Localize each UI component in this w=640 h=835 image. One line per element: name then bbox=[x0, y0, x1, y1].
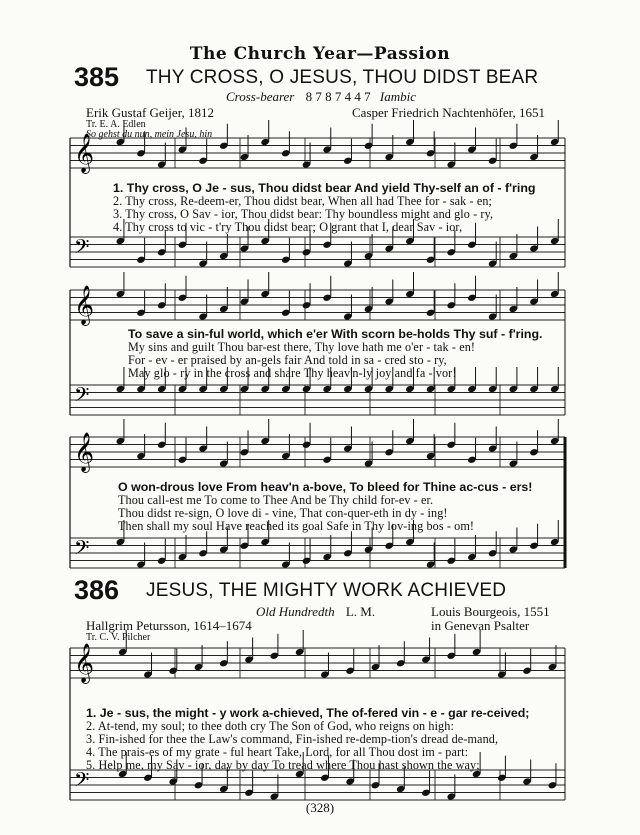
hymn-386-v4: 4. The prais-es of my grate - ful heart Take, Lord, for all Thou dost im - part: bbox=[86, 745, 469, 759]
hymn-385-title: THY CROSS, O JESUS, THOU DIDST BEAR bbox=[146, 67, 539, 88]
hymn-385-s1-v2: 2. Thy cross, Re-deem-er, Thou didst bear, When all had Thee for - sak - en; bbox=[113, 194, 493, 208]
hymn-386-title: JESUS, THE MIGHTY WORK ACHIEVED bbox=[146, 580, 507, 601]
hymn-386-system-1-bass-clef: 𝄢 bbox=[74, 768, 90, 796]
hymn-385-s2-v4: May glo - ry in the cross and share Thy heav'n-ly joy and fa - vor! bbox=[128, 366, 457, 380]
page-number: (328) bbox=[305, 800, 335, 815]
hymn-385-system-2-bass-clef: 𝄢 bbox=[74, 383, 90, 411]
hymn-385-s3-v2: Thou call-est me To come to Thee And be Thy child for-ev - er. bbox=[118, 493, 434, 507]
hymn-385-s2-v3: For - ev - er praised by an-gels fair And told in sa - cred sto - ry, bbox=[128, 353, 447, 367]
hymn-386-number: 386 bbox=[74, 575, 120, 605]
hymn-385-s1-v4: 4. Thy cross to vic - t'ry Thou didst bear; O grant that I, dear Sav - ior, bbox=[113, 220, 463, 234]
hymn-386-v2: 2. At-tend, my soul; to thee doth cry The Son of God, who reigns on high: bbox=[86, 719, 454, 733]
hymn-385-meter: 8 7 8 7 4 4 7 bbox=[305, 89, 371, 104]
hymn-385-s2-v2: My sins and guilt Thou bar-est there, Thy love hath me o'er - tak - en! bbox=[128, 340, 476, 354]
hymn-385-s1-v3: 3. Thy cross, O Sav - ior, Thou didst bear: Thy boundless might and glo - ry, bbox=[113, 207, 494, 221]
hymn-385-composer: Casper Friedrich Nachtenhöfer, 1651 bbox=[352, 105, 545, 120]
hymn-385-s3-v3: Thou didst re-sign, O love di - vine, That con-quer-eth in dy - ing! bbox=[118, 506, 448, 520]
hymn-385-original-line: So gehst du nun, mein Jesu, hin bbox=[86, 129, 213, 140]
hymn-385-system-2-treble-clef: 𝄞 bbox=[74, 285, 95, 325]
hymn-386-source: in Genevan Psalter bbox=[431, 618, 530, 633]
hymn-385-system-3-bass-clef: 𝄢 bbox=[74, 536, 90, 564]
hymn-385-system-1-bass-clef: 𝄢 bbox=[74, 235, 90, 263]
hymn-385-s3-v4: Then shall my soul Have reached its goal Safe in Thy lov-ing bos - om! bbox=[118, 519, 475, 533]
hymn-386-system-1-treble-clef: 𝄞 bbox=[74, 643, 95, 683]
hymn-385-s1-v1: 1. Thy cross, O Je - sus, Thou didst bear And yield Thy-self an of - f'ring bbox=[113, 181, 536, 195]
hymn-385-meter-note: Iambic bbox=[379, 89, 416, 104]
hymn-385-s3-v1: O won-drous love From heav'n a-bove, To bleed for Thine ac-cus - ers! bbox=[118, 480, 533, 494]
section-title: The Church Year—Passion bbox=[189, 44, 451, 64]
hymn-386-author: Hallgrim Petursson, 1614–1674 bbox=[86, 618, 252, 633]
hymn-386-composer: Louis Bourgeois, 1551 bbox=[431, 604, 550, 619]
hymn-386-v3: 3. Fin-ished for thee the Law's command, Fin-ished re-demp-tion's dread de-mand, bbox=[86, 732, 499, 746]
hymn-386-v1: 1. Je - sus, the might - y work a-chieved, The of-fered vin - e - gar re-ceived; bbox=[86, 706, 530, 720]
hymn-385-author: Erik Gustaf Geijer, 1812 bbox=[86, 105, 215, 120]
hymn-385-system-3-treble-clef: 𝄞 bbox=[74, 432, 95, 472]
hymn-386-meter: L. M. bbox=[345, 604, 376, 619]
hymn-385-translator: Tr. E. A. Edlen bbox=[86, 119, 146, 130]
hymn-385-s2-v1: To save a sin-ful world, which e'er With scorn be-holds Thy suf - f'ring. bbox=[128, 327, 543, 341]
hymn-385-number: 385 bbox=[74, 62, 120, 92]
hymn-385-system-1-treble-clef: 𝄞 bbox=[74, 133, 95, 173]
hymn-386-tune: Old Hundredth bbox=[256, 604, 335, 619]
hymn-386-translator: Tr. C. V. Pilcher bbox=[86, 632, 151, 643]
hymn-386-v5: 5. Help me, my Sav - ior, day by day To tread where Thou hast shown the way; bbox=[86, 758, 480, 772]
hymn-385-tune: Cross-bearer bbox=[226, 89, 295, 104]
